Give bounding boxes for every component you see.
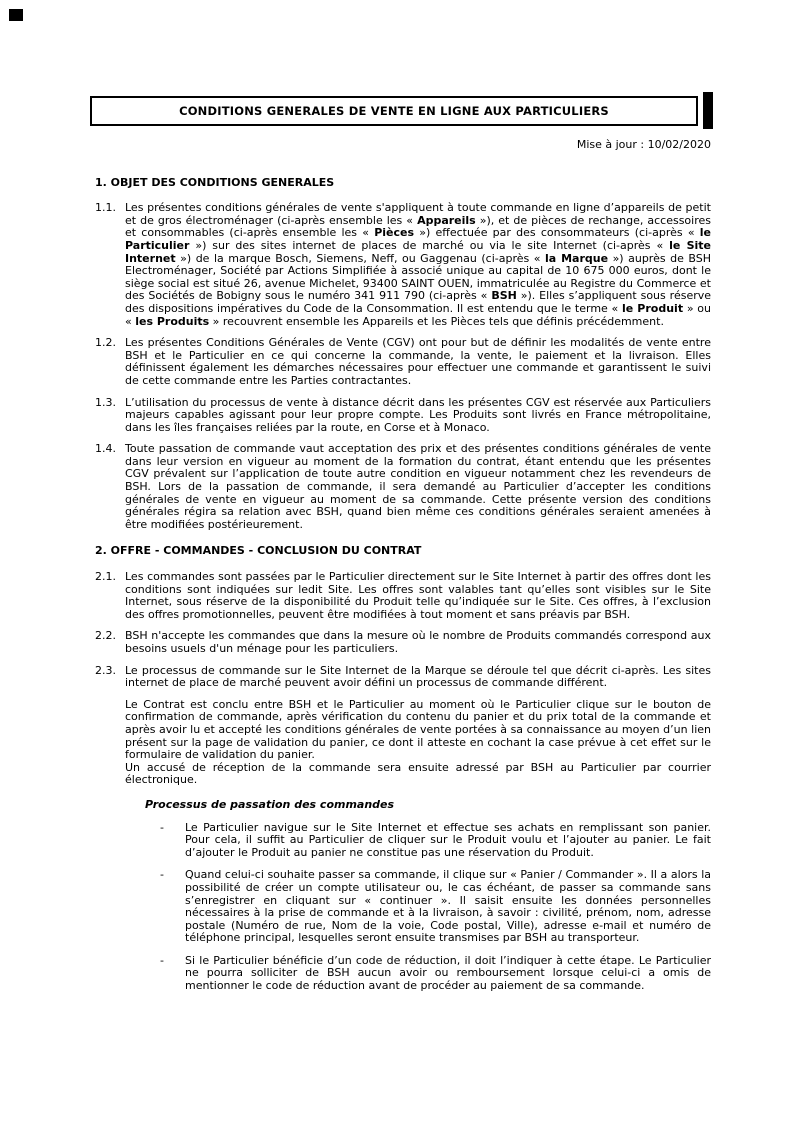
defined-term: le Produit xyxy=(622,301,684,315)
bullet-item xyxy=(160,955,711,993)
title-box xyxy=(90,96,698,126)
section-heading: 2. OFFRE - COMMANDES - CONCLUSION DU CONTRAT xyxy=(95,544,422,558)
numbered-clause xyxy=(95,397,711,435)
text-run: »). Elles s’appliquent sous réserve des dispositions impératives du Code de la Consommation. Il est entendu que le terme « xyxy=(125,289,712,315)
text-run: ») de la marque Bosch, Siemens, Neff, ou Gaggenau (ci-après « xyxy=(175,251,546,265)
bullet-item xyxy=(160,869,711,945)
clause-number: 1.3. xyxy=(95,395,116,409)
numbered-clause xyxy=(95,665,711,690)
document-blocks xyxy=(95,177,711,993)
text-run: Toute passation de commande vaut acceptation des prix et des présentes conditions générales de vente dans leur version en vigueur au moment de la formation du contrat, étant entendu que les présentes CGV prévalent sur l’application de toute autre condition en vigueur notamment chez les revendeurs de BSH. Lors de la passation de commande, il sera demandé au Particulier d’accepter les conditions générales de vente en vigueur au moment de sa commande. Cette présente version des conditions générales régira sa relation avec BSH, quand bien même ces conditions générales seraient amenées à être modifiées postérieurement. xyxy=(125,442,711,531)
text-run: Si le Particulier bénéficie d’un code de réduction, il doit l’indiquer à cette étape. Le Particulier ne pourra solliciter de BSH aucun avoir ou remboursement lorsque celui-ci a omis de mentionner le code de réduction avant de procéder au paiement de sa commande. xyxy=(185,953,711,993)
clause-number: 2.1. xyxy=(95,570,116,584)
document-title: CONDITIONS GENERALES DE VENTE EN LIGNE AUX PARTICULIERS xyxy=(179,104,609,118)
text-run: ») sur des sites internet de places de marché ou via le site Internet (ci-après « xyxy=(189,238,670,252)
updated-date: Mise à jour : 10/02/2020 xyxy=(576,138,711,151)
bullet-text xyxy=(185,955,711,993)
text-run: Les commandes sont passées par le Particulier directement sur le Site Internet à partir des offres dont les conditions sont indiquées sur ledit Site. Les offres sont valables tant qu’elles sont visibles sur le Site Internet, sous réserve de la disponibilité du Produit telle qu’indiquée sur le Site. Ces offres, à l’exclusion des offres promotionnelles, peuvent être modifiées à tout moment et sans préavis par BSH. xyxy=(125,570,711,621)
clause-text xyxy=(125,571,711,621)
text-run: » ou « xyxy=(125,301,711,328)
clause-number: 2.3. xyxy=(95,663,116,677)
text-run: ») auprès de BSH Electroménager, Société par Actions Simplifiée à associé unique au capital de 10 675 000 euros, dont le siège social est situé 26, avenue Michelet, 93400 SAINT OUEN, immatriculée au Registre du Commerce et des Sociétés de Bobigny sous le numéro 341 911 790 (ci-après « xyxy=(125,251,711,303)
text-run: » recouvrent ensemble les Appareils et les Pièces tels que définis précédemment. xyxy=(209,314,664,328)
bullet-marker: - xyxy=(160,953,164,967)
paragraph xyxy=(125,699,711,762)
defined-term: le Site Internet xyxy=(125,238,711,265)
bullet-text xyxy=(185,869,711,945)
bullet-marker: - xyxy=(160,868,164,882)
clause-text xyxy=(125,630,711,655)
clause-text xyxy=(125,665,711,690)
defined-term: le Particulier xyxy=(125,226,711,252)
bullet-marker: - xyxy=(160,820,164,834)
numbered-clause xyxy=(95,337,711,387)
defined-term: Appareils xyxy=(417,213,476,227)
clause-number: 1.4. xyxy=(95,442,116,456)
clause-number: 2.2. xyxy=(95,629,116,643)
clause-text xyxy=(125,443,711,531)
clause-number: 1.2. xyxy=(95,336,116,350)
clause-number: 1.1. xyxy=(95,201,116,215)
clause-text xyxy=(125,397,711,435)
scan-side-mark xyxy=(703,92,713,129)
section-heading: 1. OBJET DES CONDITIONS GENERALES xyxy=(95,175,335,189)
numbered-clause xyxy=(95,202,711,328)
text-run: L’utilisation du processus de vente à distance décrit dans les présentes CGV est réservée aux Particuliers majeurs capables agissant pour leur propre compte. Les Produits sont livrés en France métropolitaine, dans les îles françaises reliées par la route, en Corse et à Monaco. xyxy=(125,395,711,434)
text-run: Le Particulier navigue sur le Site Internet et effectue ses achats en remplissant son panier. Pour cela, il suffit au Particulier de cliquer sur le Produit voulu et l’ajouter au panier. Le fait d’ajouter le Produit au panier ne constitue pas une réservation du Produit. xyxy=(185,820,711,859)
text-run: Quand celui-ci souhaite passer sa commande, il clique sur « Panier / Commander ». Il a alors la possibilité de créer un compte utilisateur ou, le cas échéant, de passer sa commande sans s’enregistrer en cliquant sur « continuer ». Il saisit ensuite les données personnelles nécessaires à la prise de commande et à la livraison, à savoir : civilité, prénom, nom, adresse postale (Numéro de rue, Nom de la voie, Code postal, Ville), adresse e-mail et numéro de téléphone principal, lesquelles seront ensuite transmises par BSH au transporteur. xyxy=(185,868,711,945)
defined-term: les Produits xyxy=(135,314,210,328)
text-run: Le Contrat est conclu entre BSH et le Particulier au moment où le Particulier clique sur le bouton de confirmation de commande, après vérification du contenu du panier et du prix total de la commande et après avoir lu et accepté les conditions générales de vente portées à sa connaissance au moyen d’un lien présent sur la page de validation du panier, ce dont il atteste en cochant la case prévue à cet effet sur le formulaire de validation du panier. xyxy=(125,697,711,762)
text-run: Les présentes conditions générales de vente s'appliquent à toute commande en ligne d’appareils de petit et de gros électroménager (ci-après ensemble les « xyxy=(125,201,711,227)
paragraph xyxy=(125,762,711,787)
bullet-item xyxy=(160,822,711,860)
text-run: Un accusé de réception de la commande sera ensuite adressé par BSH au Particulier par courrier électronique. xyxy=(125,760,711,787)
defined-term: Pièces xyxy=(374,226,415,240)
text-run: BSH n'accepte les commandes que dans la mesure où le nombre de Produits commandés correspond aux besoins usuels d'un ménage pour les particuliers. xyxy=(125,629,711,655)
text-run: »), et de pièces de rechange, accessoires et consommables (ci-après ensemble les « xyxy=(125,213,711,240)
text-run: Le processus de commande sur le Site Internet de la Marque se déroule tel que décrit ci-après. Les sites internet de place de marché peuvent avoir défini un processus de commande différent. xyxy=(125,663,711,690)
clause-text xyxy=(125,202,711,328)
document-body xyxy=(95,139,711,1003)
numbered-clause xyxy=(95,443,711,531)
subsection-heading: Processus de passation des commandes xyxy=(145,797,395,811)
text-run: Les présentes Conditions Générales de Vente (CGV) ont pour but de définir les modalités de vente entre BSH et le Particulier en ce qui concerne la commande, la vente, le paiement et la livraison. Elles définissent également les démarches nécessaires pour effectuer une commande et garantissent le suivi de cette commande entre les Parties contractantes. xyxy=(125,336,711,387)
numbered-clause xyxy=(95,571,711,621)
defined-term: la Marque xyxy=(545,251,609,265)
bullet-text xyxy=(185,822,711,860)
numbered-clause xyxy=(95,630,711,655)
defined-term: BSH xyxy=(491,289,517,303)
scan-corner-mark xyxy=(9,9,23,21)
clause-text xyxy=(125,337,711,387)
text-run: ») effectuée par des consommateurs (ci-après « xyxy=(414,226,700,240)
